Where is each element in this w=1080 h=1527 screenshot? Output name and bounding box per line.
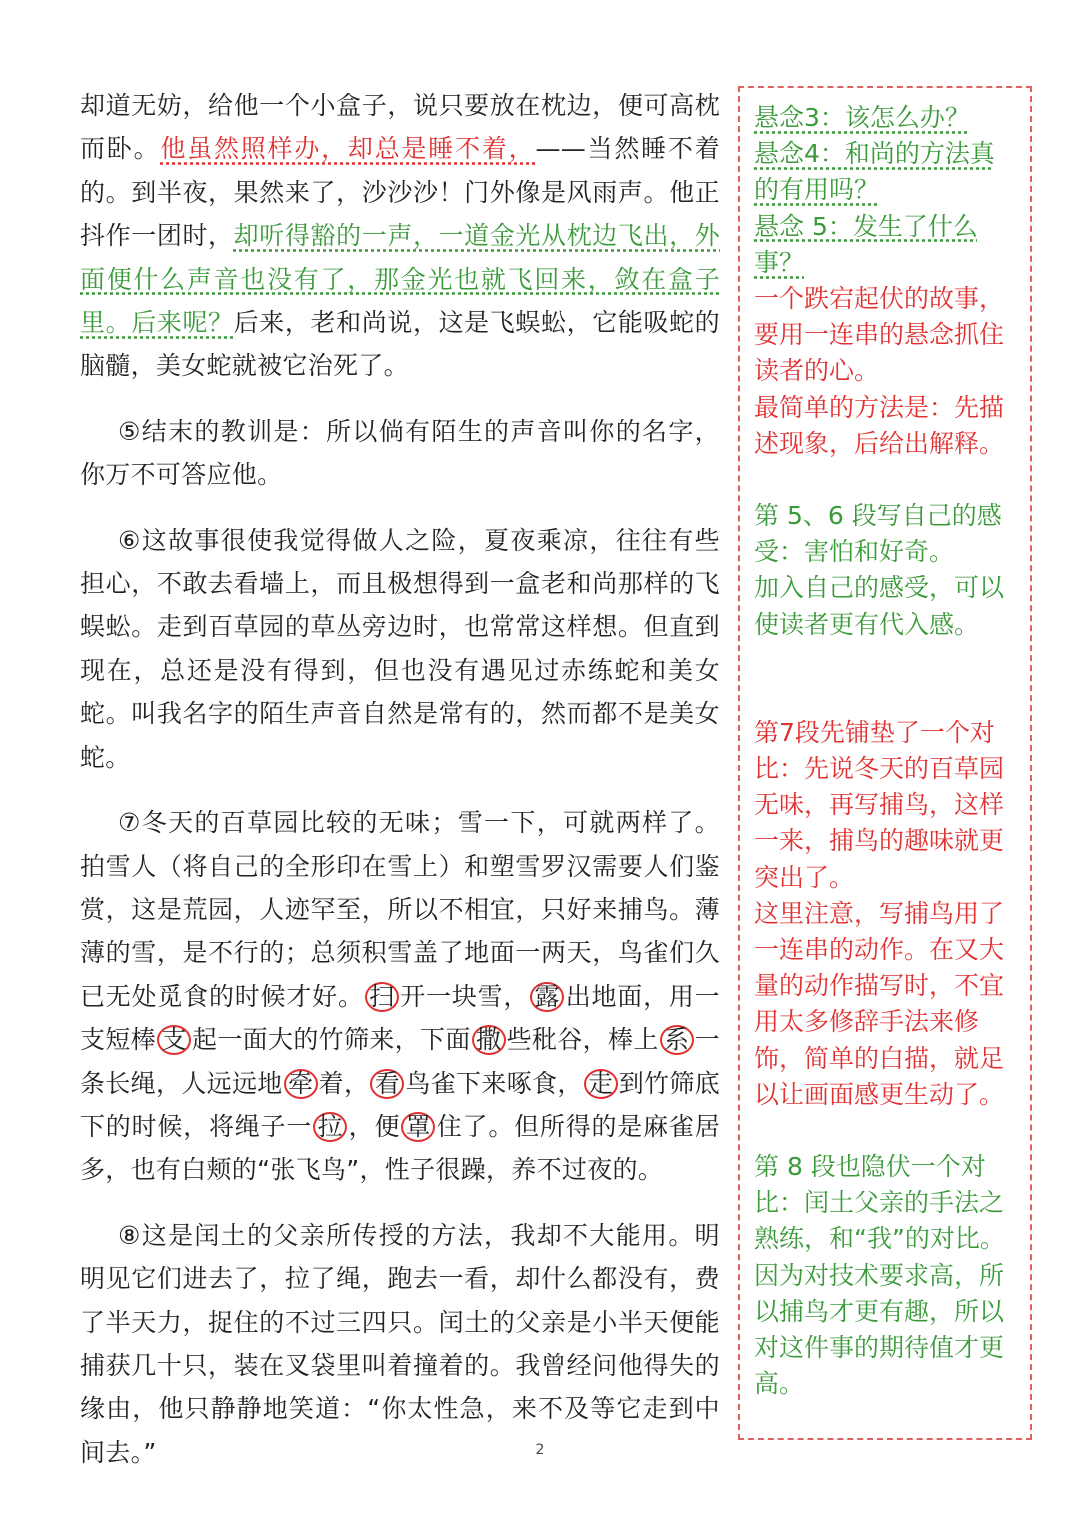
note-feelings: 加入自己的感受，可以使读者更有代入感。 xyxy=(754,573,1005,639)
page-number: 2 xyxy=(535,1442,545,1458)
note-para-5-6: 第 5、6 段写自己的感受：害怕和好奇。 xyxy=(754,501,1002,567)
note-simple-method: 最简单的方法是：先描述现象，后给出解释。 xyxy=(754,392,1005,458)
paragraph-8: ⑧这是闰土的父亲所传授的方法，我却不大能用。明明见它们进去了，拉了绳，跑去一看，却什么都没有，费了半天力，捉住的不过三四只。闰土的父亲是小半天便能捕获几十只，装在叉袋里叫着撞着的。我曾经问他得失的缘由，他只静静地笑道：“你太性急，来不及等它走到中间去。” xyxy=(80,1220,720,1467)
note-para-8: 第 8 段也隐伏一个对比：闰土父亲的手法之熟练，和“我”的对比。因为对技术要求高，所以捕鸟才更有趣，所以对这件事的期待值才更高。 xyxy=(754,1152,1005,1399)
annotation-sidebar xyxy=(738,86,1032,1440)
circled-verb: 撒 xyxy=(472,1025,506,1055)
circled-verb: 走 xyxy=(584,1069,618,1099)
note-suspense-chain: 一个跌宕起伏的故事，要用一连串的悬念抓住读者的心。 xyxy=(754,284,1005,386)
paragraph-5: ⑤结末的教训是：所以倘有陌生的声音叫你的名字，你万不可答应他。 xyxy=(80,416,720,490)
paragraph-4-continued xyxy=(80,84,720,388)
text-segment: 鸟雀下来啄食， xyxy=(405,1068,583,1098)
circled-verb: 罩 xyxy=(401,1112,435,1142)
paragraph-6: ⑥这故事很使我觉得做人之险，夏夜乘凉，往往有些担心，不敢去看墙上，而且极想得到一盒老和尚那样的飞蜈蚣。走到百草园的草丛旁边时，也常常这样想。但直到现在，总还是没有得到，但也没有遇见过赤练蛇和美女蛇。叫我名字的陌生声音自然是常有的，然而都不是美女蛇。 xyxy=(80,525,720,772)
suspense-3: 悬念3：该怎么办？ xyxy=(754,103,970,132)
paragraph-7 xyxy=(80,801,720,1192)
highlight-green: 却听得豁的一声，一道金光从枕边飞出，外面便什么声音也没有了，那金光也就飞回来，敛在盒子里。后来呢？ xyxy=(80,221,720,338)
text-segment: 些秕谷，棒上 xyxy=(506,1025,659,1055)
text-segment: 开一块雪， xyxy=(399,981,530,1011)
text-segment: ——当然睡不着的。到半夜，果然来了，沙沙沙！门外像是风雨声。他正抖作一团时， xyxy=(80,134,720,251)
text-segment: 着， xyxy=(318,1068,370,1098)
circled-verb: 牵 xyxy=(284,1069,318,1099)
text-segment: 后来，老和尚说，这是飞蜈蚣，它能吸蛇的脑髓，美女蛇就被它治死了。 xyxy=(80,308,720,381)
text-segment: 起一面大的竹筛来，下面 xyxy=(192,1025,471,1055)
suspense-5: 悬念 5：发生了什么事？ xyxy=(754,211,978,277)
text-segment: 却道无妨，给他一个小盒子，说只要放在枕边，便可高枕而卧。 xyxy=(80,91,720,164)
note-para-7: 第7段先铺垫了一个对比：先说冬天的百草园无味，再写捕鸟，这样一来，捕鸟的趣味就更突出了。 xyxy=(754,717,1005,892)
circled-verb: 扫 xyxy=(365,982,399,1012)
note-actions: 这里注意，写捕鸟用了一连串的动作。在又大量的动作描写时，不宜用太多修辞手法来修饰，简单的白描，就足以让画面感更生动了。 xyxy=(754,898,1005,1109)
text-segment: 住了。但所得的是麻雀居多，也有白颊的“张飞鸟”，性子很躁，养不过夜的。 xyxy=(80,1111,720,1185)
circled-verb: 拉 xyxy=(313,1112,347,1142)
text-segment: 一条长绳，人远远地 xyxy=(80,1025,721,1098)
highlight-red: 他虽然照样办，却总是睡不着， xyxy=(160,134,536,164)
circled-verb: 看 xyxy=(370,1069,404,1099)
text-segment: 到竹筛底下的时候，将绳子一 xyxy=(80,1068,721,1141)
circled-verb: 系 xyxy=(660,1025,694,1055)
text-segment: ，便 xyxy=(348,1111,401,1141)
main-text xyxy=(80,84,720,1474)
text-segment: ⑦冬天的百草园比较的无味；雪一下，可就两样了。拍雪人（将自己的全形印在雪上）和塑雪罗汉需要人们鉴赏，这是荒园，人迹罕至，所以不相宜，只好来捕鸟。薄薄的雪，是不行的；总须积雪盖了地面一两天，鸟雀们久已无处觅食的时候才好。 xyxy=(80,808,720,1011)
suspense-4: 悬念4：和尚的方法真的有用吗？ xyxy=(754,139,995,205)
circled-verb: 支 xyxy=(157,1025,191,1055)
text-segment: 出地面，用一支短棒 xyxy=(80,981,720,1055)
circled-verb: 露 xyxy=(530,982,564,1012)
